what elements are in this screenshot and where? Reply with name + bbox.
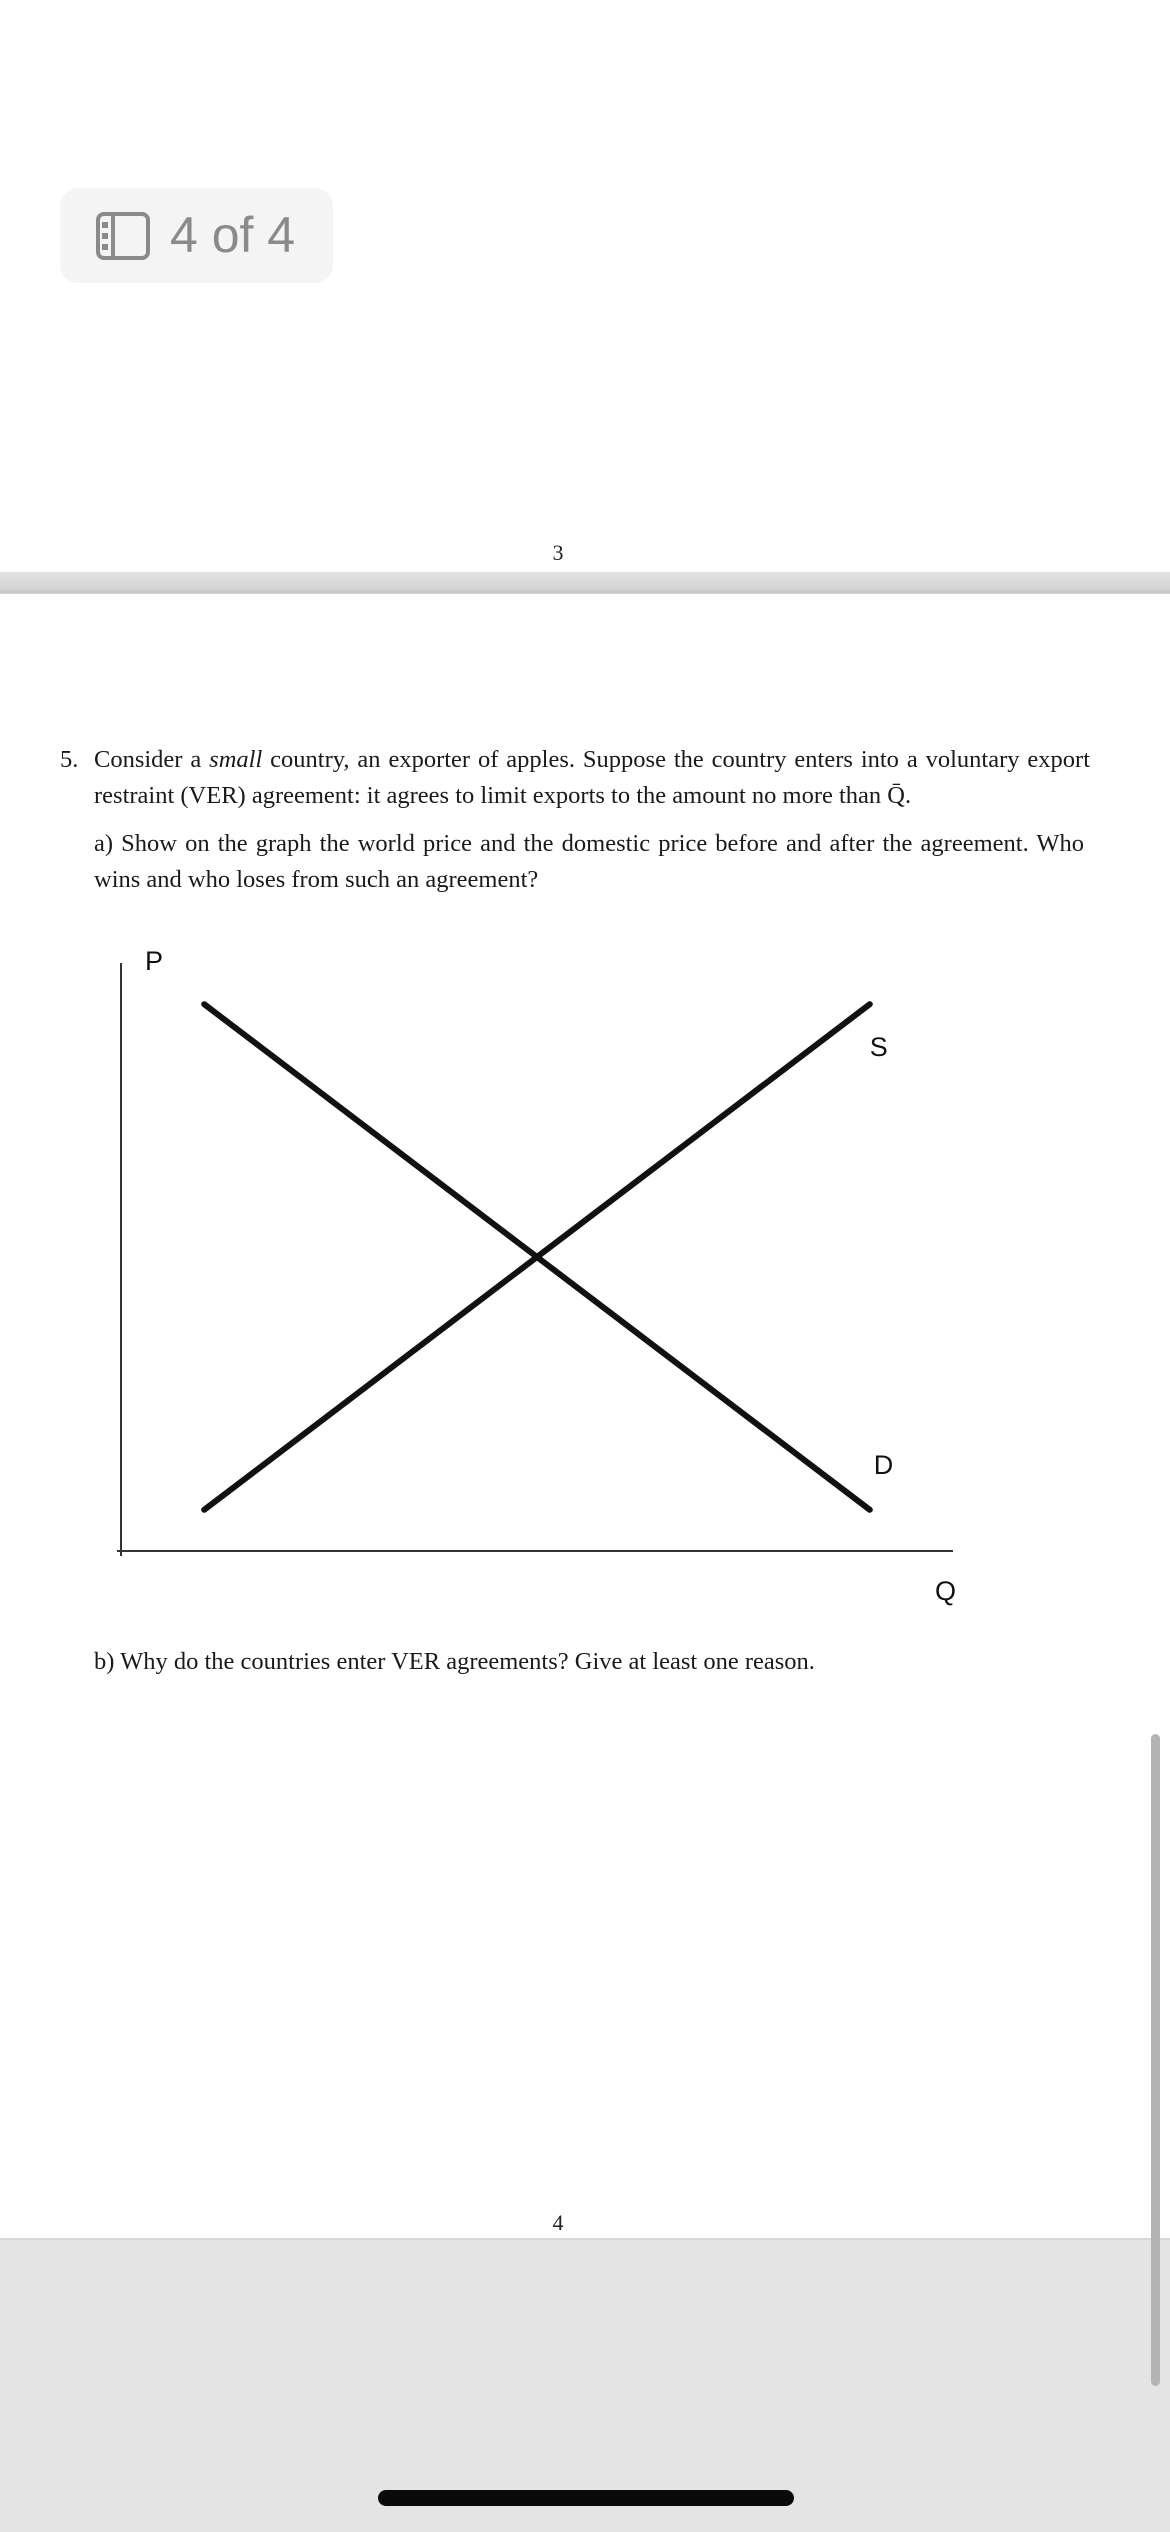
supply-label: S <box>869 1032 888 1063</box>
question-part-b: b) Why do the countries enter VER agreements? Give at least one reason. <box>94 1648 815 1675</box>
page-separator-line <box>0 590 1170 593</box>
previous-page-number: 3 <box>552 540 564 565</box>
home-indicator[interactable] <box>378 2490 794 2506</box>
question-part-a: a) Show on the graph the world price and the domestic price before and after the agreement. Who wins and who loses from such an agreement? <box>94 830 1084 893</box>
page-indicator-label: 4 of 4 <box>170 207 296 263</box>
sidebar-panel-icon <box>96 212 150 260</box>
current-page-number: 4 <box>552 2210 564 2235</box>
question-number: 5. <box>60 746 79 773</box>
supply-curve <box>204 1004 870 1510</box>
x-axis-label: Q <box>935 1576 957 1606</box>
demand-curve <box>204 1004 870 1510</box>
demand-label: D <box>873 1449 894 1480</box>
y-axis-label: P <box>145 946 164 976</box>
question-emphasis: small <box>209 746 263 773</box>
page-indicator[interactable] <box>60 188 333 283</box>
question-text: Consider a small country, an exporter of apples. Suppose the country enters into a voluntary export restraint (VER) agreement: it agrees to limit exports to the amount no more than Q̄. <box>94 746 1091 809</box>
question-5 <box>60 742 1090 814</box>
viewer-background <box>0 2240 1170 2532</box>
vertical-scrollbar[interactable] <box>1151 1734 1160 2386</box>
